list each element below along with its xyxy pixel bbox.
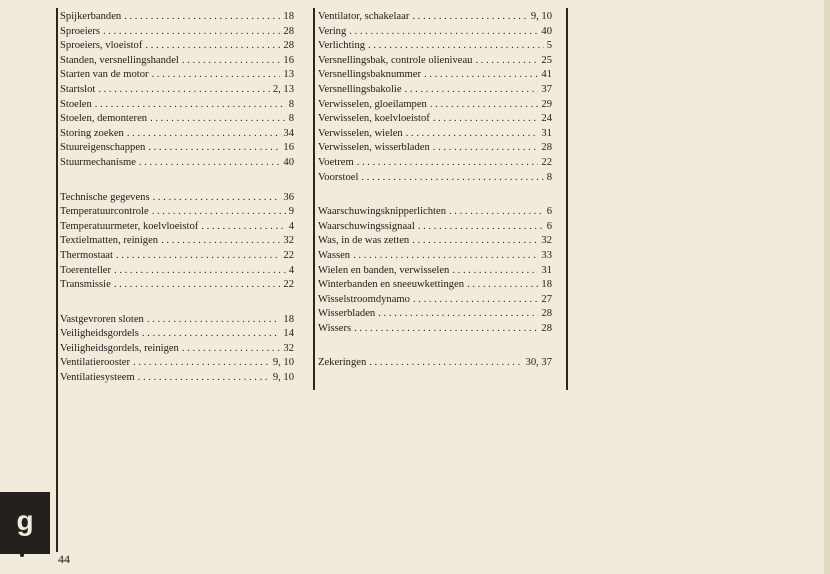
entry-page: 13 — [283, 69, 294, 81]
entry-page: 8 — [288, 98, 294, 110]
entry-page: 25 — [541, 54, 552, 66]
index-entry — [318, 278, 552, 293]
dot-leader — [349, 25, 538, 40]
entry-page: 6 — [546, 220, 552, 232]
entry-term: Starten van de motor — [60, 69, 149, 81]
entry-term: Winterbanden en sneeuwkettingen — [318, 279, 465, 291]
index-entry — [318, 25, 552, 40]
index-entry — [60, 278, 294, 293]
entry-page: 6 — [546, 206, 552, 218]
entry-page: 4 — [288, 264, 294, 276]
index-entry — [60, 234, 294, 249]
entry-term: Stoelen, demonteren — [60, 113, 148, 125]
dot-leader — [406, 127, 539, 142]
dot-leader — [182, 342, 281, 357]
entry-page: 18 — [541, 279, 552, 291]
section-tab-letter: g — [16, 505, 34, 536]
dot-leader — [150, 112, 286, 127]
entry-term: Versnellingsbakolie — [318, 83, 402, 95]
entry-page: 30, 37 — [525, 357, 552, 369]
entry-term: Vering — [318, 25, 347, 37]
index-entry — [318, 220, 552, 235]
index-entry — [60, 205, 294, 220]
entry-page: 2, 13 — [272, 83, 294, 95]
entry-term: Voetrem — [318, 156, 354, 168]
entry-term: Verwisselen, wisserbladen — [318, 142, 430, 154]
index-entry — [318, 264, 552, 279]
dot-leader — [467, 278, 538, 293]
index-entry — [318, 127, 552, 142]
entry-page: 32 — [283, 342, 294, 354]
index-entry — [318, 39, 552, 54]
index-entry — [60, 342, 294, 357]
entry-term: Temperatuurmeter, koelvloeistof — [60, 220, 199, 232]
index-entry — [318, 307, 552, 322]
entry-term: Wisselstroomdynamo — [318, 293, 410, 305]
entry-page: 24 — [541, 113, 552, 125]
dot-leader — [475, 54, 538, 69]
index-entry — [60, 371, 294, 386]
entry-term: Vastgevroren sloten — [60, 313, 144, 325]
dot-leader — [433, 112, 539, 127]
entry-page: 40 — [283, 156, 294, 168]
entry-term: Veiligheidsgordels, reinigen — [60, 342, 179, 354]
index-entry — [318, 171, 552, 186]
dot-leader — [452, 264, 538, 279]
dot-leader — [95, 98, 286, 113]
entry-page: 33 — [541, 249, 552, 261]
index-entry — [318, 83, 552, 98]
dot-leader — [114, 264, 286, 279]
dot-leader — [201, 220, 285, 235]
entry-page: 28 — [283, 25, 294, 37]
dot-leader — [357, 156, 539, 171]
index-entry — [318, 322, 552, 337]
dot-leader — [353, 249, 538, 264]
entry-term: Textielmatten, reinigen — [60, 235, 159, 247]
entry-page: 37 — [541, 83, 552, 95]
index-entry — [60, 25, 294, 40]
index-entry — [60, 264, 294, 279]
entry-term: Verlichting — [318, 40, 366, 52]
entry-term: Toerenteller — [60, 264, 112, 276]
index-entry — [318, 356, 552, 371]
index-entry — [60, 356, 294, 371]
index-entry — [60, 313, 294, 328]
index-group — [60, 313, 294, 386]
entry-term: Waarschuwingsknipperlichten — [318, 206, 446, 218]
dot-leader — [142, 327, 281, 342]
page-edge — [824, 0, 830, 574]
dot-leader — [145, 39, 280, 54]
index-entry — [318, 54, 552, 69]
entry-page: 36 — [283, 191, 294, 203]
index-column-1 — [60, 10, 294, 386]
dot-leader — [413, 293, 538, 308]
entry-page: 22 — [283, 249, 294, 261]
dot-leader — [127, 127, 281, 142]
entry-term: Wissers — [318, 322, 352, 334]
dot-leader — [98, 83, 269, 98]
entry-page: 5 — [546, 40, 552, 52]
entry-term: Verwisselen, koelvloeistof — [318, 113, 430, 125]
entry-term: Technische gegevens — [60, 191, 150, 203]
index-entry — [60, 98, 294, 113]
entry-page: 9, 10 — [530, 11, 552, 22]
dot-leader — [412, 10, 527, 25]
entry-term: Spijkerbanden — [60, 11, 122, 22]
dot-leader — [433, 141, 539, 156]
entry-term: Voorstoel — [318, 171, 359, 183]
dot-leader — [418, 220, 544, 235]
entry-term: Ventilatiesysteem — [60, 372, 135, 384]
entry-term: Verwisselen, wielen — [318, 127, 403, 139]
dot-leader — [369, 356, 522, 371]
index-entry — [318, 234, 552, 249]
entry-page: 14 — [283, 328, 294, 340]
dot-leader — [405, 83, 539, 98]
index-entry — [60, 54, 294, 69]
entry-page: 9, 10 — [272, 372, 294, 384]
entry-term: Stuurmechanisme — [60, 156, 136, 168]
entry-page: 28 — [541, 322, 552, 334]
entry-page: 22 — [541, 156, 552, 168]
entry-term: Versnellingsbaknummer — [318, 69, 421, 81]
entry-page: 32 — [283, 235, 294, 247]
dot-leader — [148, 141, 280, 156]
page-number: 44 — [58, 552, 70, 566]
entry-term: Sproeiers — [60, 25, 101, 37]
index-entry — [318, 68, 552, 83]
entry-term: Veiligheidsgordels — [60, 328, 139, 340]
entry-term: Standen, versnellingshandel — [60, 54, 179, 66]
column-rule-left — [56, 8, 58, 552]
dot-leader — [449, 205, 544, 220]
entry-term: Zekeringen — [318, 357, 367, 369]
entry-term: Transmissie — [60, 279, 111, 291]
dot-leader — [138, 371, 270, 386]
entry-page: 18 — [283, 11, 294, 22]
entry-term: Storing zoeken — [60, 127, 124, 139]
index-group — [318, 10, 552, 185]
index-entry — [318, 205, 552, 220]
index-column-2 — [318, 10, 552, 371]
index-entry — [318, 249, 552, 264]
entry-page: 16 — [283, 142, 294, 154]
entry-term: Stuureigenschappen — [60, 142, 146, 154]
entry-page: 22 — [283, 279, 294, 291]
entry-term: Verwisselen, gloeilampen — [318, 98, 427, 110]
index-entry — [60, 68, 294, 83]
entry-page: 31 — [541, 127, 552, 139]
dot-leader — [182, 54, 281, 69]
index-group — [318, 205, 552, 336]
entry-page: 28 — [283, 40, 294, 52]
index-entry — [60, 141, 294, 156]
entry-term: Sproeiers, vloeistof — [60, 40, 143, 52]
entry-page: 9, 10 — [272, 357, 294, 369]
entry-term: Waarschuwingssignaal — [318, 220, 415, 232]
entry-term: Wielen en banden, verwisselen — [318, 264, 450, 276]
entry-page: 40 — [541, 25, 552, 37]
dot-leader — [116, 249, 280, 264]
index-entry — [318, 156, 552, 171]
entry-page: 9 — [288, 206, 294, 218]
index-group — [318, 356, 552, 371]
index-entry — [318, 98, 552, 113]
index-entry — [60, 327, 294, 342]
dot-leader — [114, 278, 281, 293]
entry-term: Startslot — [60, 83, 96, 95]
entry-page: 27 — [541, 293, 552, 305]
entry-page: 29 — [541, 98, 552, 110]
dot-leader — [152, 68, 281, 83]
index-group — [60, 10, 294, 171]
column-rule-right — [566, 8, 568, 390]
entry-term: Versnellingsbak, controle olieniveau — [318, 54, 473, 66]
entry-term: Stoelen — [60, 98, 92, 110]
dot-leader — [412, 234, 538, 249]
dot-leader — [430, 98, 539, 113]
dot-leader — [378, 307, 538, 322]
dot-leader — [354, 322, 538, 337]
entry-page: 28 — [541, 308, 552, 320]
entry-page: 16 — [283, 54, 294, 66]
index-entry — [60, 39, 294, 54]
entry-term: Was, in de was zetten — [318, 235, 410, 247]
dot-leader — [139, 156, 281, 171]
dot-leader — [368, 39, 544, 54]
index-entry — [60, 83, 294, 98]
dot-leader — [133, 356, 270, 371]
entry-term: Thermostaat — [60, 249, 113, 261]
entry-page: 34 — [283, 127, 294, 139]
entry-page: 8 — [546, 171, 552, 183]
index-entry — [318, 10, 552, 25]
index-entry — [60, 191, 294, 206]
tab-dot — [20, 553, 24, 557]
dot-leader — [124, 10, 280, 25]
entry-page: 18 — [283, 313, 294, 325]
entry-page: 32 — [541, 235, 552, 247]
entry-page: 31 — [541, 264, 552, 276]
index-group — [60, 191, 294, 293]
entry-term: Ventilatierooster — [60, 357, 131, 369]
entry-page: 41 — [541, 69, 552, 81]
dot-leader — [152, 205, 286, 220]
index-entry — [60, 127, 294, 142]
section-tab — [0, 492, 50, 554]
entry-term: Ventilator, schakelaar — [318, 11, 410, 22]
index-entry — [60, 156, 294, 171]
dot-leader — [161, 234, 280, 249]
index-entry — [318, 293, 552, 308]
dot-leader — [103, 25, 280, 40]
index-entry — [60, 249, 294, 264]
entry-term: Wassen — [318, 249, 351, 261]
index-entry — [318, 141, 552, 156]
entry-page: 4 — [288, 220, 294, 232]
index-entry — [60, 220, 294, 235]
entry-term: Wisserbladen — [318, 308, 376, 320]
index-entry — [318, 112, 552, 127]
column-rule-middle — [313, 8, 315, 390]
dot-leader — [424, 68, 538, 83]
dot-leader — [361, 171, 543, 186]
index-entry — [60, 10, 294, 25]
entry-page: 8 — [288, 113, 294, 125]
entry-page: 28 — [541, 142, 552, 154]
index-entry — [60, 112, 294, 127]
entry-term: Temperatuurcontrole — [60, 206, 149, 218]
dot-leader — [153, 191, 281, 206]
dot-leader — [147, 313, 281, 328]
